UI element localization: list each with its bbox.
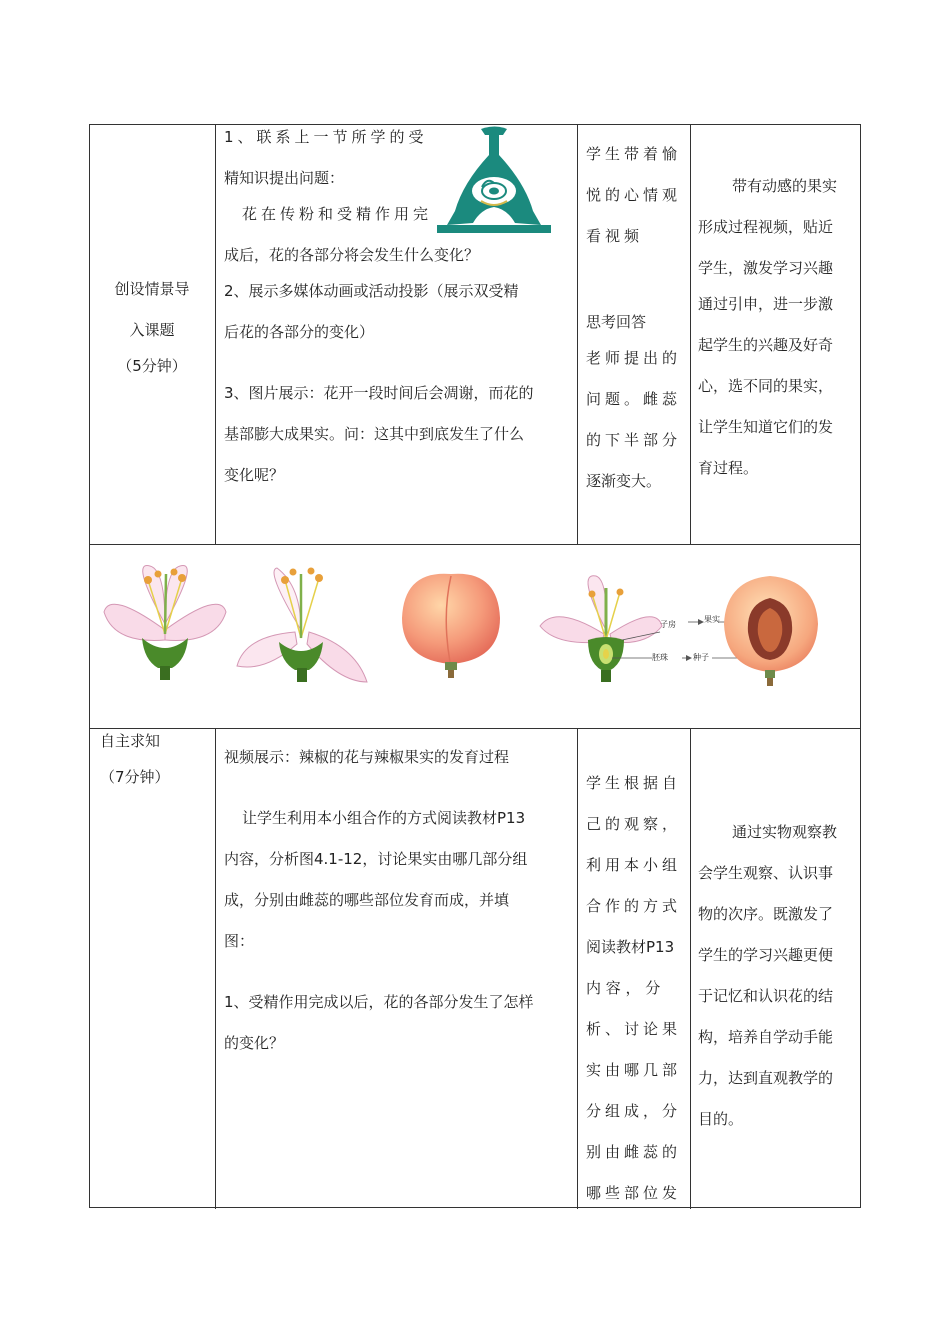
row-divider: [90, 728, 860, 729]
label-ovary: 子房: [660, 620, 676, 629]
design-intent-line: 育过程。: [698, 459, 759, 477]
student-activity-line: 利用本小组: [586, 856, 682, 874]
col-divider: [577, 125, 578, 544]
stage-name: 创设情景导: [114, 280, 190, 298]
student-activity-line: 别由雌蕊的: [586, 1143, 682, 1161]
wilting-flower-illustration: [235, 566, 370, 688]
student-activity-line: 学生根据自: [586, 774, 682, 792]
stage-name: 入课题: [129, 321, 175, 339]
stage-name: 自主求知: [100, 732, 161, 750]
student-activity-line: 的下半部分: [586, 431, 682, 449]
student-activity-line: 看视频: [586, 227, 644, 245]
design-intent-line: 通过引申，进一步激: [698, 295, 834, 313]
teacher-activity-line: 2、展示多媒体动画或活动投影（展示双受精: [224, 282, 519, 300]
col-divider: [215, 728, 216, 1209]
label-ovule: 胚珠: [652, 653, 668, 662]
teacher-activity-line: 精知识提出问题：: [224, 169, 345, 187]
design-intent-line: 力，达到直观教学的: [698, 1069, 834, 1087]
col-divider: [215, 125, 216, 544]
design-intent-line: 会学生观察、认识事: [698, 864, 834, 882]
col-divider: [690, 728, 691, 1209]
student-activity-line: 学生带着愉: [586, 145, 682, 163]
teacher-activity-line: 成，分别由雌蕊的哪些部位发育而成，并填: [224, 891, 510, 909]
teacher-activity-line: 基部膨大成果实。问：这其中到底发生了什么: [224, 425, 525, 443]
design-intent-line: 形成过程视频，贴近: [698, 218, 834, 236]
design-intent-line: 起学生的兴趣及好奇: [698, 336, 834, 354]
teacher-activity-line: 图：: [224, 932, 255, 950]
teacher-activity-line: 成后，花的各部分将会发生什么变化？: [224, 246, 480, 264]
student-activity-line: 己的观察，: [586, 815, 682, 833]
col-divider: [690, 125, 691, 544]
student-activity-line: 逐渐变大。: [586, 472, 662, 490]
design-intent-line: 目的。: [698, 1110, 744, 1128]
student-activity-line: 思考回答: [586, 313, 647, 331]
teacher-activity-line: 后花的各部分的变化）: [224, 323, 375, 341]
student-activity-line: 老师提出的: [586, 349, 682, 367]
student-activity-line: 内 容 ， 分: [586, 979, 661, 997]
teacher-activity-line: 3、图片展示：花开一段时间后会凋谢，而花的: [224, 384, 534, 402]
teacher-activity-line: 视频展示：辣椒的花与辣椒果实的发育过程: [224, 748, 510, 766]
row-divider: [90, 544, 860, 545]
student-activity-line: 析、讨论果: [586, 1020, 682, 1038]
design-intent-line: 带有动感的果实: [732, 177, 838, 195]
teacher-activity-line: 1、受精作用完成以后，花的各部分发生了怎样: [224, 993, 534, 1011]
student-activity-line: 问题。雌蕊: [586, 390, 682, 408]
design-intent-line: 物的次序。既激发了: [698, 905, 834, 923]
stage-duration: （7分钟）: [100, 768, 170, 786]
col-divider: [577, 728, 578, 1209]
design-intent-line: 让学生知道它们的发: [698, 418, 834, 436]
label-fruit: 果实: [704, 615, 720, 624]
student-activity-line: 哪些部位发: [586, 1184, 682, 1202]
student-activity-line: 分组成，分: [586, 1102, 682, 1120]
student-activity-line: 合作的方式: [586, 897, 682, 915]
design-intent-line: 心，选不同的果实，: [698, 377, 834, 395]
teacher-activity-line: 让学生利用本小组合作的方式阅读教材P13: [242, 809, 526, 827]
flower-illustration: [100, 560, 230, 685]
teacher-activity-line: 1、联系上一节所学的受: [224, 128, 428, 146]
design-intent-line: 构，培养自学动手能: [698, 1028, 834, 1046]
design-intent-line: 学生，激发学习兴趣: [698, 259, 834, 277]
student-activity-line: 阅读教材P13: [586, 938, 675, 956]
teacher-activity-line: 变化呢？: [224, 466, 285, 484]
peach-fruit-illustration: [398, 566, 504, 682]
stage-duration: （5分钟）: [117, 357, 187, 375]
design-intent-line: 于记忆和认识花的结: [698, 987, 834, 1005]
pistil-diagram: [433, 125, 553, 237]
flower-fruit-structure-diagram: [536, 574, 826, 690]
design-intent-line: 学生的学习兴趣更便: [698, 946, 834, 964]
teacher-activity-line: 花在传粉和受精作用完: [242, 205, 433, 223]
teacher-activity-line: 内容，分析图4.1-12，讨论果实由哪几部分组: [224, 850, 528, 868]
teacher-activity-line: 的变化？: [224, 1034, 285, 1052]
student-activity-line: 实由哪几部: [586, 1061, 682, 1079]
student-activity-line: 悦的心情观: [586, 186, 682, 204]
label-seed: 种子: [693, 653, 709, 662]
design-intent-line: 通过实物观察教: [732, 823, 838, 841]
